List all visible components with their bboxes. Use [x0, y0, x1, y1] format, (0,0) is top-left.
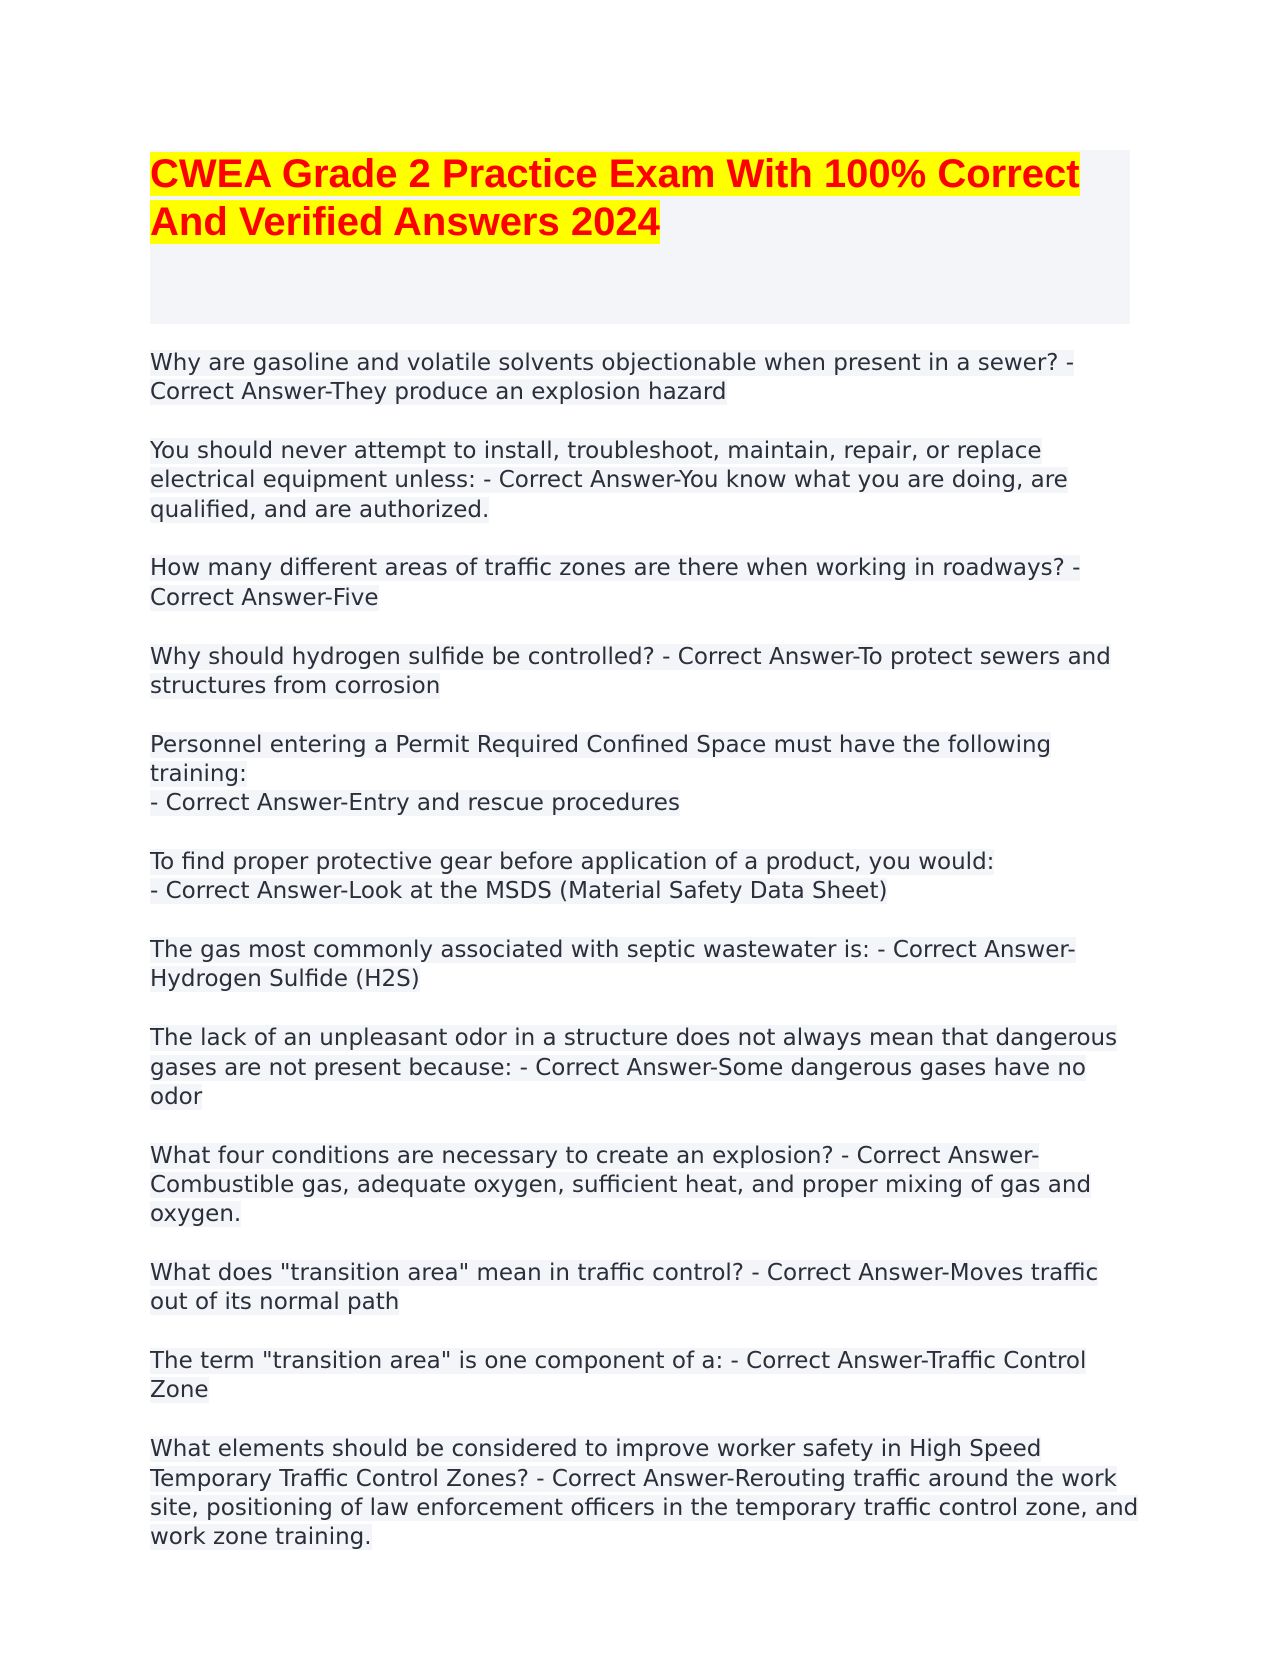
qa-item: [150, 1435, 1140, 1552]
qa-item-text: What elements should be considered to improve worker safety in High Speed Temporary Traffic Control Zones? - Correct Answer-Rerouting traffic around the work site, positioning of law enforcement officers in the temporary traffic control zone, and work zone training.: [150, 1436, 1139, 1551]
qa-item-text: Why should hydrogen sulfide be controlled? - Correct Answer-To protect sewers and structures from corrosion: [150, 643, 1111, 699]
qa-item-text: How many different areas of traffic zones are there when working in roadways? - Correct Answer-Five: [150, 555, 1081, 611]
qa-item: [150, 1142, 1140, 1230]
qa-item: [150, 936, 1140, 995]
qa-list: [150, 349, 1140, 1582]
qa-item-text: To find proper protective gear before application of a product, you would: - Correct Answer-Look at the MSDS (Material Safety Data Sheet): [150, 849, 995, 905]
qa-item: [150, 848, 1140, 907]
qa-item-text: The gas most commonly associated with septic wastewater is: - Correct Answer- Hydrogen Sulfide (H2S): [150, 937, 1076, 993]
qa-item: [150, 1259, 1140, 1318]
document-title: [150, 150, 1130, 246]
qa-item: [150, 349, 1140, 408]
qa-item: [150, 554, 1140, 613]
qa-item-text: You should never attempt to install, troubleshoot, maintain, repair, or replace electrical equipment unless: - Correct Answer-You know what you are doing, are qualified, and are authorized.: [150, 438, 1068, 523]
qa-item-text: What four conditions are necessary to create an explosion? - Correct Answer-Combustible gas, adequate oxygen, sufficient heat, and proper mixing of gas and oxygen.: [150, 1142, 1092, 1228]
title-block: [150, 150, 1130, 324]
qa-item: [150, 643, 1140, 702]
qa-item-text: Personnel entering a Permit Required Confined Space must have the following training: - Correct Answer-Entry and rescue procedures: [150, 731, 1052, 817]
qa-item-text: What does "transition area" mean in traffic control? - Correct Answer-Moves traffic out of its normal path: [150, 1260, 1099, 1316]
qa-item: [150, 731, 1140, 819]
qa-item-text: Why are gasoline and volatile solvents objectionable when present in a sewer? - Correct Answer-They produce an explosion hazard: [150, 350, 1075, 406]
document-title-text: CWEA Grade 2 Practice Exam With 100% Correct And Verified Answers 2024: [150, 152, 1080, 244]
qa-item-text: The lack of an unpleasant odor in a structure does not always mean that dangerous gases are not present because: - Correct Answer-Some dangerous gases have no odor: [150, 1025, 1118, 1110]
qa-item: [150, 1347, 1140, 1406]
qa-item: [150, 437, 1140, 525]
qa-item: [150, 1024, 1140, 1112]
qa-item-text: The term "transition area" is one component of a: - Correct Answer-Traffic Control Zone: [150, 1348, 1087, 1404]
